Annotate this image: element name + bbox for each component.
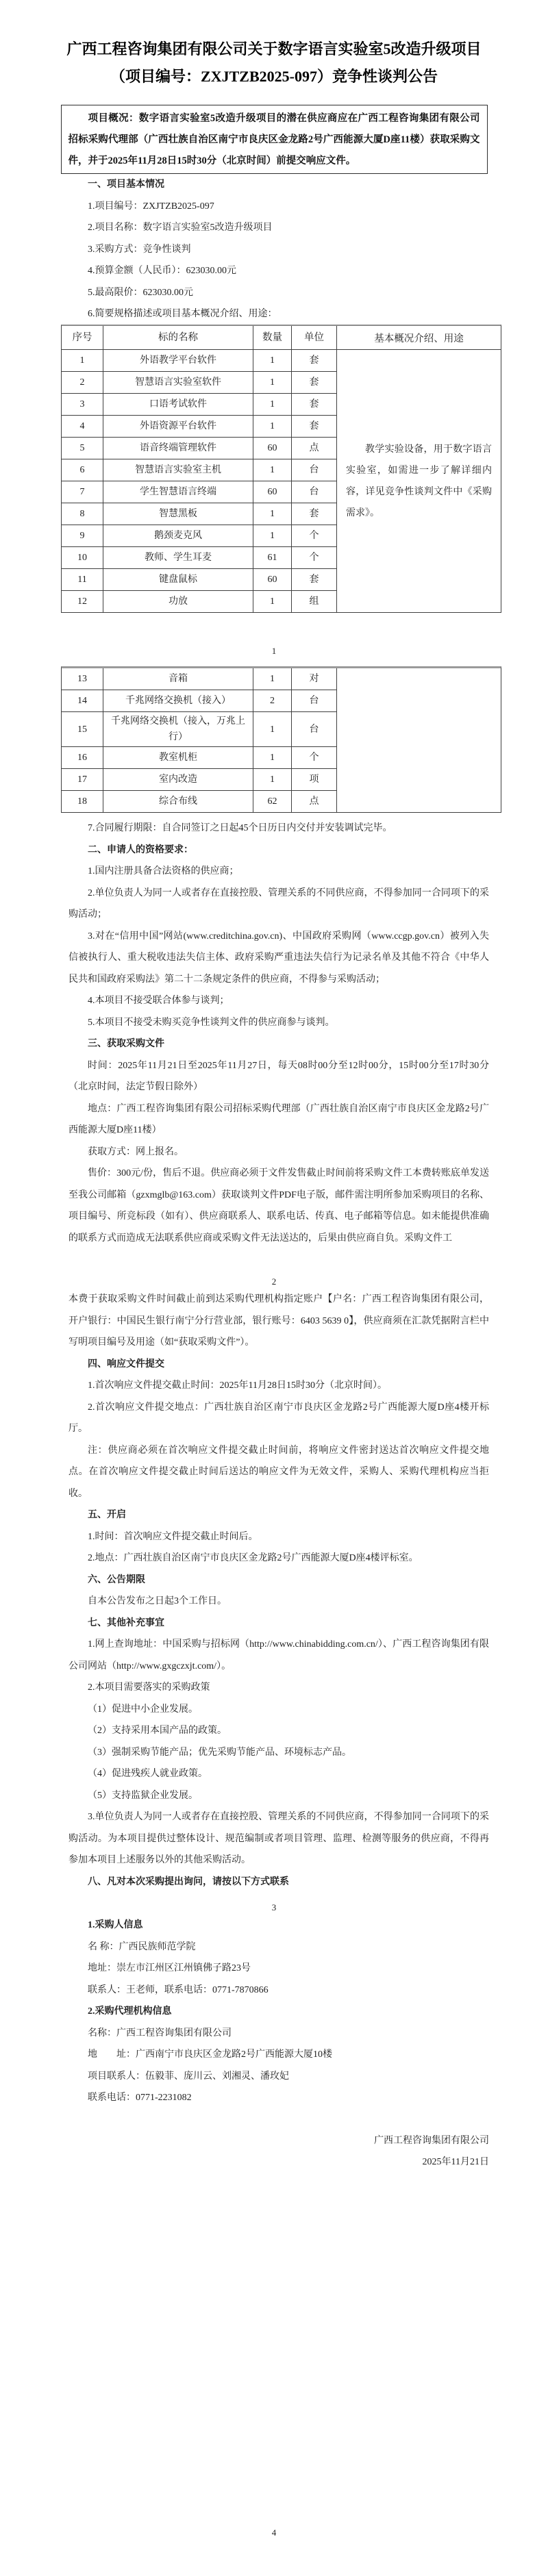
title-line-2: （项目编号：ZXJTZB2025-097）竞争性谈判公告 [110,68,438,85]
table-row [62,711,336,746]
cell-no: 5 [62,438,103,459]
cell-unit: 套 [309,377,319,388]
para-qualification-5: 5.本项目不接受未购买竞争性谈判文件的供应商参与谈判。 [88,1017,335,1028]
para-qualification-4: 4.本项目不接受联合体参与谈判； [88,996,229,1006]
para-qualification-1: 1.国内注册具备合法资格的供应商； [88,866,239,876]
cell-no: 10 [62,547,103,568]
page-3-body [68,1289,489,1893]
table-row [62,350,336,371]
para-policy-5: （5）支持监狱企业发展。 [88,1790,198,1801]
page-1-header [0,0,548,325]
para-buyer-contact: 联系人：王老师，联系电话：0771-7870866 [88,1984,269,1995]
heading-contact-section: 八、凡对本次采购提出询问，请按以下方式联系 [88,1876,289,1887]
heading-announcement-period: 六、公告期限 [88,1574,145,1585]
cell-no: 13 [62,668,103,690]
cell-qty: 1 [253,525,292,546]
cell-no: 17 [62,769,103,790]
cell-unit: 组 [309,596,319,607]
cell-name: 教室机柜 [103,747,253,768]
cell-name: 千兆网络交换机（接入） [103,690,253,711]
para-submission-note: 注：供应商必须在首次响应文件提交截止时间前，将响应文件密封送达首次响应文件提交地点。在首次响应文件提交截止时间后送达的响应文件为无效文件，采购人、采购代理机构应当拒收。 [68,1445,489,1499]
table-row [62,668,336,690]
cell-name: 语音终端管理软件 [103,438,253,459]
cell-unit: 套 [309,421,319,431]
heading-obtain-documents: 三、获取采购文件 [88,1039,164,1049]
title-line-1: 广西工程咨询集团有限公司关于数字语言实验室5改造升级项目 [66,40,482,58]
para-announcement-period: 自本公告发布之日起3个工作日。 [88,1596,227,1606]
cell-no: 1 [62,350,103,371]
cell-name: 智慧语言实验室软件 [103,372,253,393]
page-2-body [68,818,489,1249]
heading-agency-info: 2.采购代理机构信息 [88,2006,172,2017]
para-qualification-3: 3.对在“信用中国”网站(www.creditchina.gov.cn)、中国政府采购网（www.ccgp.gov.cn）被列入失信被执行人、重大税收违法失信主体、政府采购严重违法失信行为记录名单及其他不符合《中华人民共和国政府采购法》第二十二条规定条件的供应商，不得参与采购活动； [68,931,489,985]
cell-qty: 2 [253,690,292,711]
cell-unit: 台 [309,487,319,497]
cell-unit: 台 [309,724,319,735]
cell-qty: 1 [253,394,292,415]
cell-unit: 套 [309,509,319,519]
basic-info-list [68,196,489,325]
para-submission-place: 2.首次响应文件提交地点：广西壮族自治区南宁市良庆区金龙路2号广西能源大厦D座4楼开标厅。 [68,1402,489,1434]
para-qualification-2: 2.单位负责人为同一人或者存在直接控股、管理关系的不同供应商，不得参加同一合同项下的采购活动； [68,887,489,920]
header-cell-qty: 数量 [253,326,292,349]
cell-no: 16 [62,747,103,768]
table-row [62,768,336,790]
table-rows-part2 [62,668,336,812]
page-number-1: 1 [271,646,277,656]
cell-qty: 60 [253,569,292,590]
header-cell-unit: 单位 [304,331,324,343]
cell-unit: 点 [309,796,319,807]
cell-name: 功放 [103,591,253,612]
cell-unit: 套 [309,355,319,366]
document-title [0,36,548,90]
heading-response-submission: 四、响应文件提交 [88,1359,164,1369]
cell-no: 2 [62,372,103,393]
para-agency-name: 名称：广西工程咨询集团有限公司 [88,2028,232,2038]
para-same-principal: 3.单位负责人为同一人或者存在直接控股、管理关系的不同供应商，不得参加同一合同项下的采购活动。为本项目提供过整体设计、规范编制或者项目管理、监理、检测等服务的供应商，不得再参加本项目上述服务以外的其他采购活动。 [68,1812,489,1865]
cell-name: 智慧黑板 [103,503,253,525]
cell-no: 12 [62,591,103,612]
basic-info-item: 6.简要规格描述或项目基本概况介绍、用途： [88,309,277,319]
para-obtain-place: 地点：广西工程咨询集团有限公司招标采购代理部（广西壮族自治区南宁市良庆区金龙路2号广西能源大厦D座11楼） [68,1103,489,1135]
cell-no: 9 [62,525,103,546]
cell-unit: 套 [309,399,319,409]
project-overview-box [61,105,488,174]
cell-unit: 对 [309,674,319,684]
basic-info-item: 4.预算金额（人民币）：623030.00元 [88,266,236,276]
table-row [62,590,336,612]
cell-unit: 个 [309,553,319,563]
heading-buyer-info: 1.采购人信息 [88,1920,143,1930]
para-contract-period: 7.合同履行期限：自合同签订之日起45个日历日内交付并安装调试完毕。 [88,823,393,833]
cell-no: 7 [62,481,103,503]
cell-qty: 1 [253,350,292,371]
para-obtain-method: 获取方式：网上报名。 [88,1146,184,1157]
cell-name: 鹅颈麦克风 [103,525,253,546]
page-number-2: 2 [271,1276,277,1287]
cell-name: 室内改造 [103,769,253,790]
cell-qty: 62 [253,791,292,812]
table-merged-empty-cell [337,668,501,812]
cell-unit: 点 [309,443,319,453]
page-number-3: 3 [271,1902,277,1912]
cell-name: 学生智慧语言终端 [103,481,253,503]
page-number-4: 4 [271,2527,277,2538]
cell-qty: 1 [253,372,292,393]
para-procurement-policy: 2.本项目需要落实的采购政策 [88,1682,210,1693]
table-row [62,481,336,503]
table-row [62,415,336,437]
table-row [62,568,336,590]
items-table-part1-right [336,326,501,612]
table-merged-description-cell [337,350,501,612]
signature-date: 2025年11月21日 [422,2157,489,2167]
cell-unit: 套 [309,574,319,585]
cell-no: 6 [62,459,103,481]
cell-no: 15 [62,712,103,746]
cell-unit: 个 [309,531,319,541]
items-table-part2 [61,666,501,813]
project-overview-text: 项目概况：数字语言实验室5改造升级项目的潜在供应商应在广西工程咨询集团有限公司招标采购代理部（广西壮族自治区南宁市良庆区金龙路2号广西能源大厦D座11楼）获取采购文件，并于2025年11月28日15时30分（北京时间）前提交响应文件。 [68,113,480,166]
cell-name: 千兆网络交换机（接入，万兆上行） [103,712,253,746]
para-agency-address: 地 址：广西南宁市良庆区金龙路2号广西能源大厦10楼 [88,2049,332,2060]
cell-no: 3 [62,394,103,415]
header-cell-no: 序号 [62,326,103,349]
table-description-text: 教学实验设备，用于数字语言实验室，如需进一步了解详细内容，详见竞争性谈判文件中《采购需求》。 [346,444,492,518]
page-4-body [68,1915,489,2173]
cell-qty: 1 [253,712,292,746]
items-table-part2-right [336,668,501,812]
table-row [62,690,336,711]
cell-name: 外语教学平台软件 [103,350,253,371]
cell-no: 8 [62,503,103,525]
table-header-row [62,326,336,350]
signature-spacer [68,2109,489,2130]
items-table-part1 [61,325,501,613]
para-obtain-time: 时间：2025年11月21日至2025年11月27日，每天08时00分至12时00分，15时00分至17时30分（北京时间，法定节假日除外） [68,1060,489,1092]
para-policy-3: （3）强制采购节能产品；优先采购节能产品、环境标志产品。 [88,1747,351,1758]
cell-unit: 台 [309,465,319,475]
cell-name: 音箱 [103,668,253,690]
cell-qty: 60 [253,481,292,503]
para-policy-1: （1）促进中小企业发展。 [88,1704,198,1715]
cell-qty: 1 [253,668,292,690]
cell-name: 键盘鼠标 [103,569,253,590]
cell-no: 11 [62,569,103,590]
cell-qty: 1 [253,503,292,525]
signature-organization: 广西工程咨询集团有限公司 [374,2135,489,2146]
cell-unit: 个 [309,753,319,763]
table-row [62,503,336,525]
table-rows-part1 [62,350,336,612]
para-policy-4: （4）促进残疾人就业政策。 [88,1769,208,1779]
cell-no: 4 [62,416,103,437]
table-row [62,790,336,812]
cell-qty: 1 [253,459,292,481]
table-row [62,393,336,415]
table-row [62,546,336,568]
cell-qty: 60 [253,438,292,459]
heading-applicant-qualifications: 二、申请人的资格要求： [88,844,193,855]
cell-no: 14 [62,690,103,711]
table-row [62,437,336,459]
para-online-query: 1.网上查询地址：中国采购与招标网（http://www.chinabidding.com.cn/）、广西工程咨询集团有限公司网站（http://www.gxgczxjt.com/）。 [68,1639,489,1671]
para-buyer-address: 地址：崇左市江州区江州镇佛子路23号 [88,1963,251,1973]
header-cell-name: 标的名称 [103,326,253,349]
cell-name: 口语考试软件 [103,394,253,415]
cell-name: 智慧语言实验室主机 [103,459,253,481]
basic-info-section [0,174,548,325]
para-opening-time: 1.时间：首次响应文件提交截止时间后。 [88,1531,258,1542]
cell-unit: 台 [309,696,319,706]
header-cell-description: 基本概况介绍、用途 [337,326,501,350]
basic-info-item: 1.项目编号：ZXJTZB2025-097 [88,201,214,212]
para-document-price: 售价：300元/份，售后不退。供应商必须于文件发售截止时间前将采购文件工本费转账底单发送至我公司邮箱（gzxmglb@163.com）获取谈判文件PDF电子版，邮件需注明所参加采购项目的名称、项目编号、所竞标段（如有）、供应商联系人、联系电话、传真、电子邮箱等信息。如未能提供准确的联系方式而造成无法联系供应商或采购文件无法送达的，后果由供应商自负。采购文件工 [68,1168,489,1243]
table-row [62,371,336,393]
para-opening-place: 2.地点：广西壮族自治区南宁市良庆区金龙路2号广西能源大厦D座4楼评标室。 [88,1553,419,1563]
table-row [62,525,336,546]
cell-qty: 61 [253,547,292,568]
table-row [62,459,336,481]
cell-qty: 1 [253,769,292,790]
para-buyer-name: 名 称：广西民族师范学院 [88,1941,196,1952]
basic-info-item: 2.项目名称：数字语言实验室5改造升级项目 [88,223,273,233]
cell-name: 综合布线 [103,791,253,812]
para-payment-account: 本费于获取采购文件时间截止前到达采购代理机构指定账户【户名：广西工程咨询集团有限公司，开户银行：中国民生银行南宁分行营业部，银行账号：6403 5639 0】，供应商须在汇款凭据附言栏中写明项目编号及用途（如“获取采购文件”）。 [68,1294,489,1348]
para-submission-deadline: 1.首次响应文件提交截止时间：2025年11月28日15时30分（北京时间）。 [88,1380,387,1391]
cell-qty: 1 [253,416,292,437]
items-table-part1-left [62,326,336,612]
basic-info-item: 5.最高限价：623030.00元 [88,287,193,298]
heading-other-matters: 七、其他补充事宜 [88,1617,164,1628]
heading-opening: 五、开启 [88,1510,126,1520]
cell-no: 18 [62,791,103,812]
cell-name: 外语资源平台软件 [103,416,253,437]
cell-qty: 1 [253,591,292,612]
basic-info-item: 3.采购方式：竞争性谈判 [88,244,191,255]
items-table-part2-left [62,668,336,812]
table-row [62,746,336,768]
cell-unit: 项 [309,774,319,785]
para-agency-contacts: 项目联系人：伍毅菲、庞川云、刘湘灵、潘玫妃 [88,2071,289,2082]
heading-basic-info: 一、项目基本情况 [88,179,164,190]
para-agency-phone: 联系电话：0771-2231082 [88,2093,192,2103]
para-policy-2: （2）支持采用本国产品的政策。 [88,1726,227,1736]
cell-qty: 1 [253,747,292,768]
cell-name: 教师、学生耳麦 [103,547,253,568]
